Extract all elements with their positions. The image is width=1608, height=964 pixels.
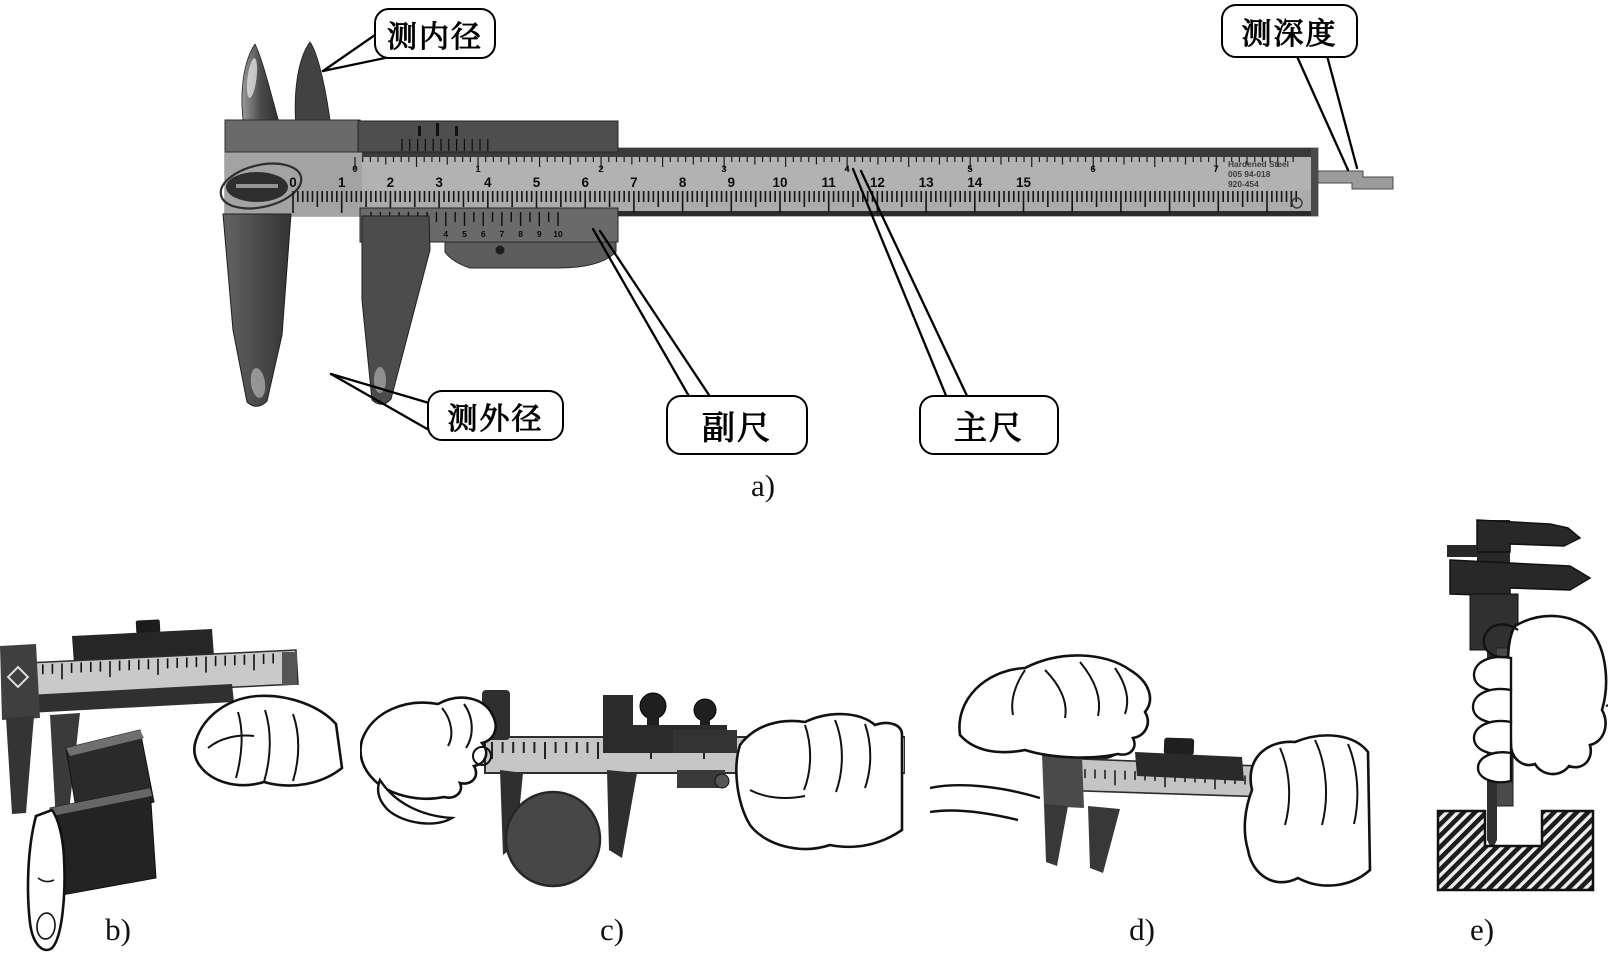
hand-left xyxy=(959,655,1150,757)
svg-text:4: 4 xyxy=(844,164,850,175)
head-block xyxy=(0,644,40,720)
svg-text:4: 4 xyxy=(443,229,449,239)
svg-text:2: 2 xyxy=(598,164,604,175)
moving-jaw xyxy=(607,770,637,858)
svg-text:0: 0 xyxy=(289,175,297,190)
lock-knob xyxy=(136,619,161,633)
svg-text:2: 2 xyxy=(386,175,395,190)
callout-inner-diameter: 测内径 xyxy=(374,8,496,59)
svg-text:7: 7 xyxy=(1213,164,1219,175)
svg-text:5: 5 xyxy=(967,164,973,175)
svg-text:7: 7 xyxy=(499,229,505,239)
moving-jaw xyxy=(1088,806,1120,873)
head-block xyxy=(1042,754,1084,808)
head-block xyxy=(225,120,360,152)
hand-left xyxy=(361,698,496,824)
panel-d-illustration xyxy=(930,640,1372,908)
svg-text:9: 9 xyxy=(536,229,542,239)
panel-e-illustration xyxy=(1390,498,1608,938)
svg-text:3: 3 xyxy=(435,175,443,190)
callout-main-scale: 主尺 xyxy=(919,395,1059,455)
svg-text:4: 4 xyxy=(484,175,492,190)
svg-text:6: 6 xyxy=(581,175,589,190)
depth-rod xyxy=(1318,171,1393,189)
slider-top-plate xyxy=(358,121,618,152)
fixed-jaw xyxy=(1044,804,1068,866)
svg-text:3: 3 xyxy=(721,164,727,175)
slider xyxy=(1135,752,1244,781)
caption-a: a) xyxy=(750,468,776,503)
slider-screw xyxy=(496,246,505,255)
hand-right xyxy=(194,696,342,786)
svg-text:10: 10 xyxy=(772,175,788,190)
svg-text:6: 6 xyxy=(1090,164,1096,175)
svg-text:8: 8 xyxy=(678,175,687,190)
svg-text:920-454: 920-454 xyxy=(1228,179,1259,189)
clamp-block xyxy=(673,730,737,753)
svg-text:15: 15 xyxy=(1015,175,1032,190)
svg-text:0: 0 xyxy=(352,164,358,175)
panel-c-illustration xyxy=(360,640,905,908)
callout-vernier-scale: 副尺 xyxy=(666,395,808,455)
svg-text:10: 10 xyxy=(553,229,563,239)
svg-text:12: 12 xyxy=(869,175,885,190)
svg-text:7: 7 xyxy=(630,175,638,190)
svg-text:13: 13 xyxy=(918,175,934,190)
svg-text:11: 11 xyxy=(821,175,836,190)
slider xyxy=(603,693,737,858)
caption-d: d) xyxy=(1129,912,1155,947)
caption-c: c) xyxy=(599,912,625,947)
hand-right xyxy=(1245,735,1370,885)
inner-jaw-moving xyxy=(295,42,331,128)
svg-text:14: 14 xyxy=(967,175,983,190)
svg-text:9: 9 xyxy=(727,175,736,190)
svg-text:Hardened Steel: Hardened Steel xyxy=(1228,159,1289,169)
caption-e: e) xyxy=(1469,912,1495,947)
svg-text:5: 5 xyxy=(462,229,467,239)
lock-knob xyxy=(1164,737,1195,755)
fixed-jaw xyxy=(6,716,34,814)
callout-outer-diameter: 测外径 xyxy=(427,390,564,441)
slotted-block xyxy=(1438,811,1593,890)
svg-text:6: 6 xyxy=(480,229,486,239)
caption-b: b) xyxy=(105,912,131,947)
beam-end xyxy=(282,652,297,685)
hand-right xyxy=(736,714,902,849)
svg-text:005 94-018: 005 94-018 xyxy=(1228,169,1271,179)
svg-text:1: 1 xyxy=(337,175,346,190)
forearm-lines xyxy=(930,785,1040,820)
panel-b-illustration xyxy=(0,578,346,960)
outer-jaw-moving xyxy=(362,216,430,404)
svg-text:1: 1 xyxy=(475,164,481,175)
svg-text:8: 8 xyxy=(518,229,523,239)
thumb-rest xyxy=(445,242,616,268)
svg-text:5: 5 xyxy=(532,175,541,190)
callout-depth: 测深度 xyxy=(1221,4,1358,58)
round-workpiece xyxy=(506,792,600,886)
